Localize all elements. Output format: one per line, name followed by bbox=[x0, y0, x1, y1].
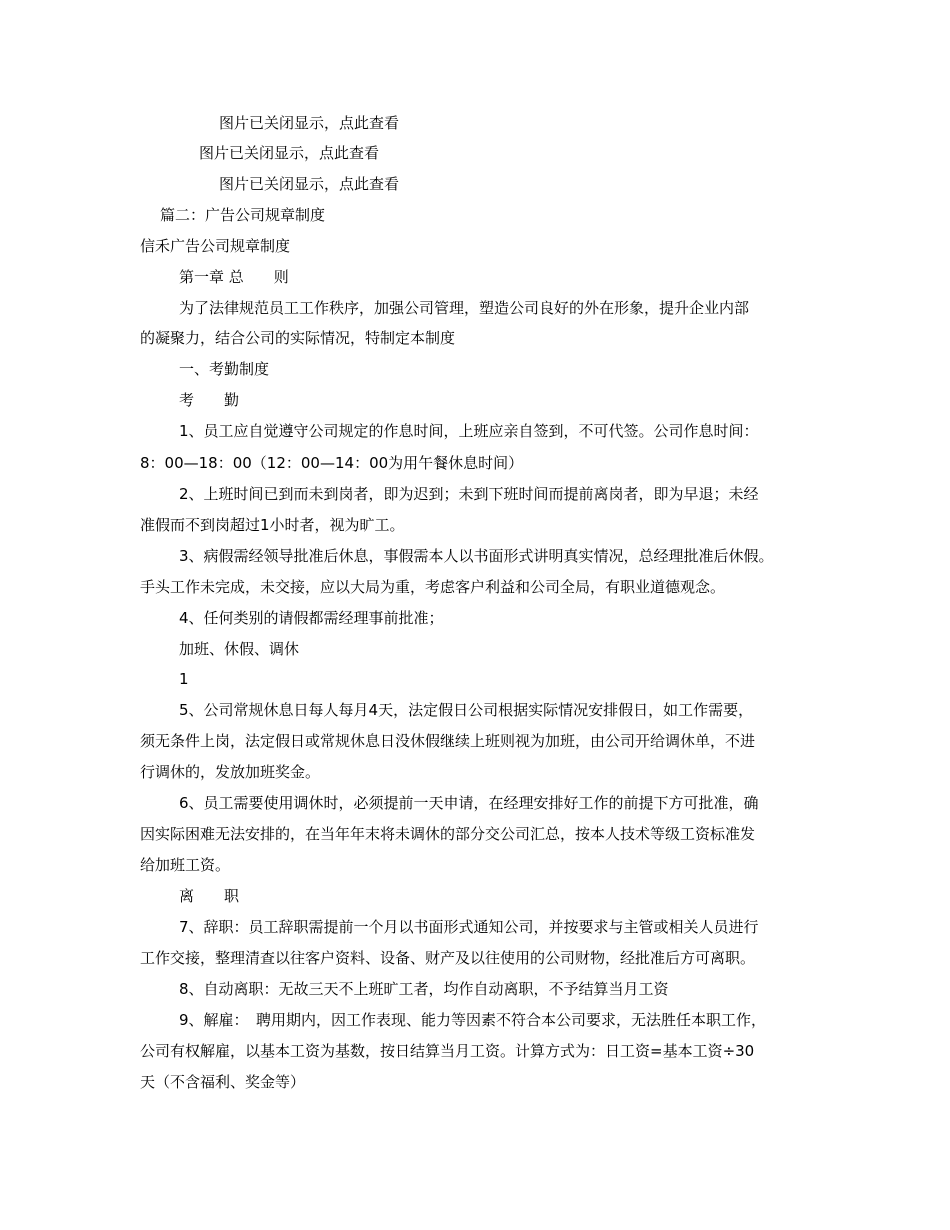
paragraph-line: 行调休的，发放加班奖金。 bbox=[140, 763, 321, 781]
paragraph-line: 6、员工需要使用调休时，必须提前一天申请，在经理安排好工作的前提下方可批准，确 bbox=[179, 794, 759, 812]
image-placeholder-link[interactable]: 图片已关闭显示，点此查看 bbox=[219, 114, 400, 132]
image-placeholder-link[interactable]: 图片已关闭显示，点此查看 bbox=[199, 144, 380, 162]
paragraph-line: 1、员工应自觉遵守公司规定的作息时间，上班应亲自签到，不可代签。公司作息时间： bbox=[179, 422, 759, 440]
document-title: 信禾广告公司规章制度 bbox=[140, 237, 291, 255]
paragraph-line: 准假而不到岗超过1小时者，视为旷工。 bbox=[140, 516, 405, 534]
paragraph-line: 7、辞职：员工辞职需提前一个月以书面形式通知公司，并按要求与主管或相关人员进行 bbox=[179, 918, 759, 936]
paragraph-line: 2、上班时间已到而未到岗者，即为迟到；未到下班时间而提前离岗者，即为早退；未经 bbox=[179, 485, 759, 503]
paragraph-line: 5、公司常规休息日每人每月4天，法定假日公司根据实际情况安排假日，如工作需要， bbox=[179, 701, 754, 719]
subsection-heading: 加班、休假、调休 bbox=[179, 640, 300, 658]
image-placeholder-link[interactable]: 图片已关闭显示，点此查看 bbox=[219, 175, 400, 193]
subsection-heading: 离 职 bbox=[179, 887, 240, 905]
subsection-heading: 考 勤 bbox=[179, 391, 240, 409]
page-number: 1 bbox=[179, 670, 189, 688]
paragraph-line: 为了法律规范员工工作秩序，加强公司管理，塑造公司良好的外在形象，提升企业内部 bbox=[179, 299, 750, 317]
paragraph-line: 手头工作未完成，未交接，应以大局为重，考虑客户利益和公司全局，有职业道德观念。 bbox=[140, 578, 726, 596]
paragraph-line: 给加班工资。 bbox=[140, 856, 231, 874]
paragraph-line: 公司有权解雇，以基本工资为基数，按日结算当月工资。计算方式为：日工资=基本工资÷30 bbox=[140, 1042, 755, 1060]
chapter-title: 第一章 总 则 bbox=[179, 268, 289, 286]
paragraph-line: 4、任何类别的请假都需经理事前批准； bbox=[179, 609, 444, 627]
paragraph-line: 3、病假需经领导批准后休息，事假需本人以书面形式讲明真实情况，总经理批准后休假。 bbox=[179, 547, 774, 565]
paragraph-line: 天（不含福利、奖金等） bbox=[140, 1073, 306, 1091]
section-title: 篇二：广告公司规章制度 bbox=[160, 206, 326, 224]
paragraph-line: 因实际困难无法安排的，在当年年末将未调休的部分交公司汇总，按本人技术等级工资标准发 bbox=[140, 825, 756, 843]
paragraph-line: 须无条件上岗，法定假日或常规休息日没休假继续上班则视为加班，由公司开给调休单，不进 bbox=[140, 732, 756, 750]
paragraph-line: 工作交接，整理清查以往客户资料、设备、财产及以往使用的公司财物，经批准后方可离职。 bbox=[140, 949, 756, 967]
paragraph-line: 9、解雇： 聘用期内，因工作表现、能力等因素不符合本公司要求，无法胜任本职工作， bbox=[179, 1011, 767, 1029]
section-heading: 一、考勤制度 bbox=[179, 360, 270, 378]
paragraph-line: 8：00—18：00（12：00—14：00为用午餐休息时间） bbox=[140, 454, 524, 472]
paragraph-line: 的凝聚力，结合公司的实际情况，特制定本制度 bbox=[140, 329, 456, 347]
paragraph-line: 8、自动离职：无故三天不上班旷工者，均作自动离职，不予结算当月工资 bbox=[179, 980, 669, 998]
